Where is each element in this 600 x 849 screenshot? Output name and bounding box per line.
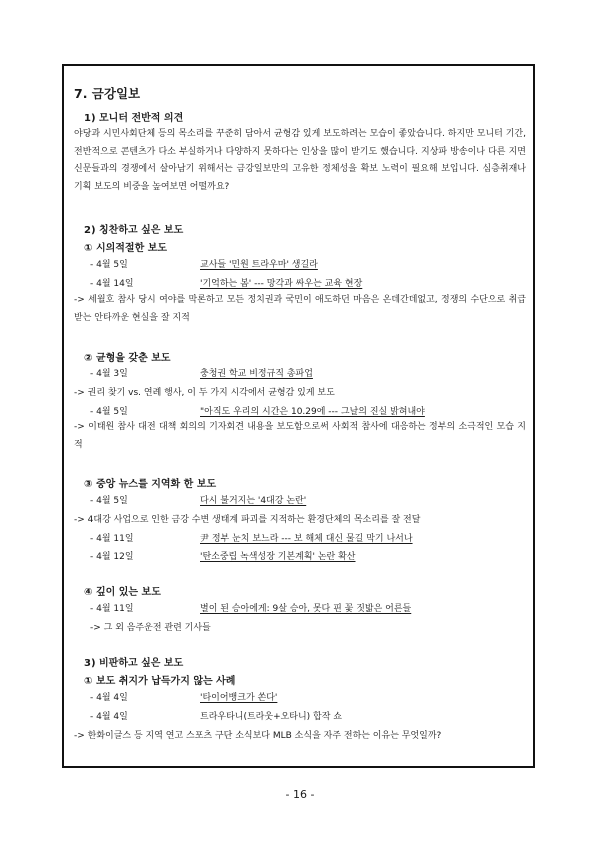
- timely-item-1-title: 교사들 '민원 트라우마' 생길라: [200, 260, 318, 270]
- praise-heading: 2) 칭찬하고 싶은 보도: [84, 225, 184, 236]
- timely-report-heading: ① 시의적절한 보도: [84, 243, 168, 254]
- section-title: 7. 금강일보: [74, 86, 141, 101]
- localized-note-1: -> 4대강 사업으로 인한 금강 수변 생태계 파괴를 지적하는 환경단체의 목소리를 잘 전달: [74, 515, 421, 525]
- localized-item-2-date: - 4월 11일: [90, 534, 134, 544]
- timely-item-2-title: '기억하는 봄' --- 망각과 싸우는 교육 현장: [200, 279, 363, 289]
- criticism-item-1-date: - 4월 4일: [90, 693, 128, 703]
- in-depth-report-heading: ④ 깊이 있는 보도: [84, 587, 161, 598]
- criticism-heading: 3) 비판하고 싶은 보도: [84, 658, 184, 669]
- balanced-note-2: -> 이태원 참사 대전 대책 회의의 기자회견 내용을 보도함으로써 사회적 참사에 대응하는 정부의 소극적인 모습 지적: [74, 422, 526, 450]
- timely-item-1-date: - 4월 5일: [90, 260, 128, 270]
- localized-item-1-title: 다시 불거지는 '4대강 논란': [200, 496, 307, 506]
- page-number: - 16 -: [285, 788, 315, 801]
- timely-item-2-date: - 4월 14일: [90, 279, 134, 289]
- monitor-opinion-heading: 1) 모니터 전반적 의견: [84, 113, 184, 124]
- balanced-item-2-title: "아직도 우리의 시간은 10.29에 --- 그날의 진실 밝혀내야: [200, 407, 425, 417]
- monitor-opinion-paragraph: 야당과 시민사회단체 등의 목소리를 꾸준히 담아서 균형감 있게 보도하려는 모습이 좋았습니다. 하지만 모니터 기간, 전반적으로 콘텐츠가 다소 부실하거나 다양하지 못하다는 인상을 많이 받기도 했습니다. 지상파 방송이나 다른 지면 신문들과의 경쟁에서 살아남기 위해서는 금강일보만의 고유한 정체성을 확보 노력이 필요해 보입니다. 심층취재나 기획 보도의 비중을 높여보면 어떨까요?: [74, 129, 526, 192]
- criticism-item-2-title: 트라우타니(트라웃+오타니) 합작 쇼: [200, 712, 343, 722]
- timely-note: -> 세월호 참사 당시 여야를 막론하고 모든 정치권과 국민이 애도하던 마음은 온데간데없고, 정쟁의 수단으로 취급받는 안타까운 현실을 잘 지적: [74, 295, 526, 323]
- criticism-note-1: -> 한화이글스 등 지역 연고 스포츠 구단 소식보다 MLB 소식을 자주 전하는 이유는 무엇일까?: [74, 731, 442, 741]
- criticism-item-1-title: '타이어뱅크가 쏜다': [200, 693, 278, 703]
- localized-item-2-title: 尹 정부 눈치 보느라 --- 보 해체 대신 물길 막기 나서나: [200, 534, 413, 544]
- in-depth-item-1-date: - 4월 11일: [90, 604, 134, 614]
- in-depth-note-1: -> 그 외 음주운전 관련 기사들: [90, 623, 211, 633]
- balanced-report-heading: ② 균형을 갖춘 보도: [84, 353, 171, 364]
- balanced-item-1-title: 충청권 학교 비정규직 총파업: [200, 369, 313, 379]
- localized-item-1-date: - 4월 5일: [90, 496, 128, 506]
- localized-report-heading: ③ 중앙 뉴스를 지역화 한 보도: [84, 479, 217, 490]
- localized-item-3-title: '탄소중립 녹색성장 기본계획' 논란 확산: [200, 552, 356, 562]
- criticism-item-2-date: - 4월 4일: [90, 712, 128, 722]
- unconvincing-report-heading: ① 보도 취지가 납득가지 않는 사례: [84, 676, 236, 687]
- localized-item-3-date: - 4월 12일: [90, 552, 134, 562]
- balanced-item-2-date: - 4월 5일: [90, 407, 128, 417]
- balanced-note-1: -> 권리 찾기 vs. 연례 행사, 이 두 가지 시각에서 균형감 있게 보도: [74, 388, 335, 398]
- balanced-item-1-date: - 4월 3일: [90, 369, 128, 379]
- in-depth-item-1-title: 별이 된 승아에게: 9살 승아, 못다 핀 꽃 짓밟은 어른들: [200, 604, 412, 614]
